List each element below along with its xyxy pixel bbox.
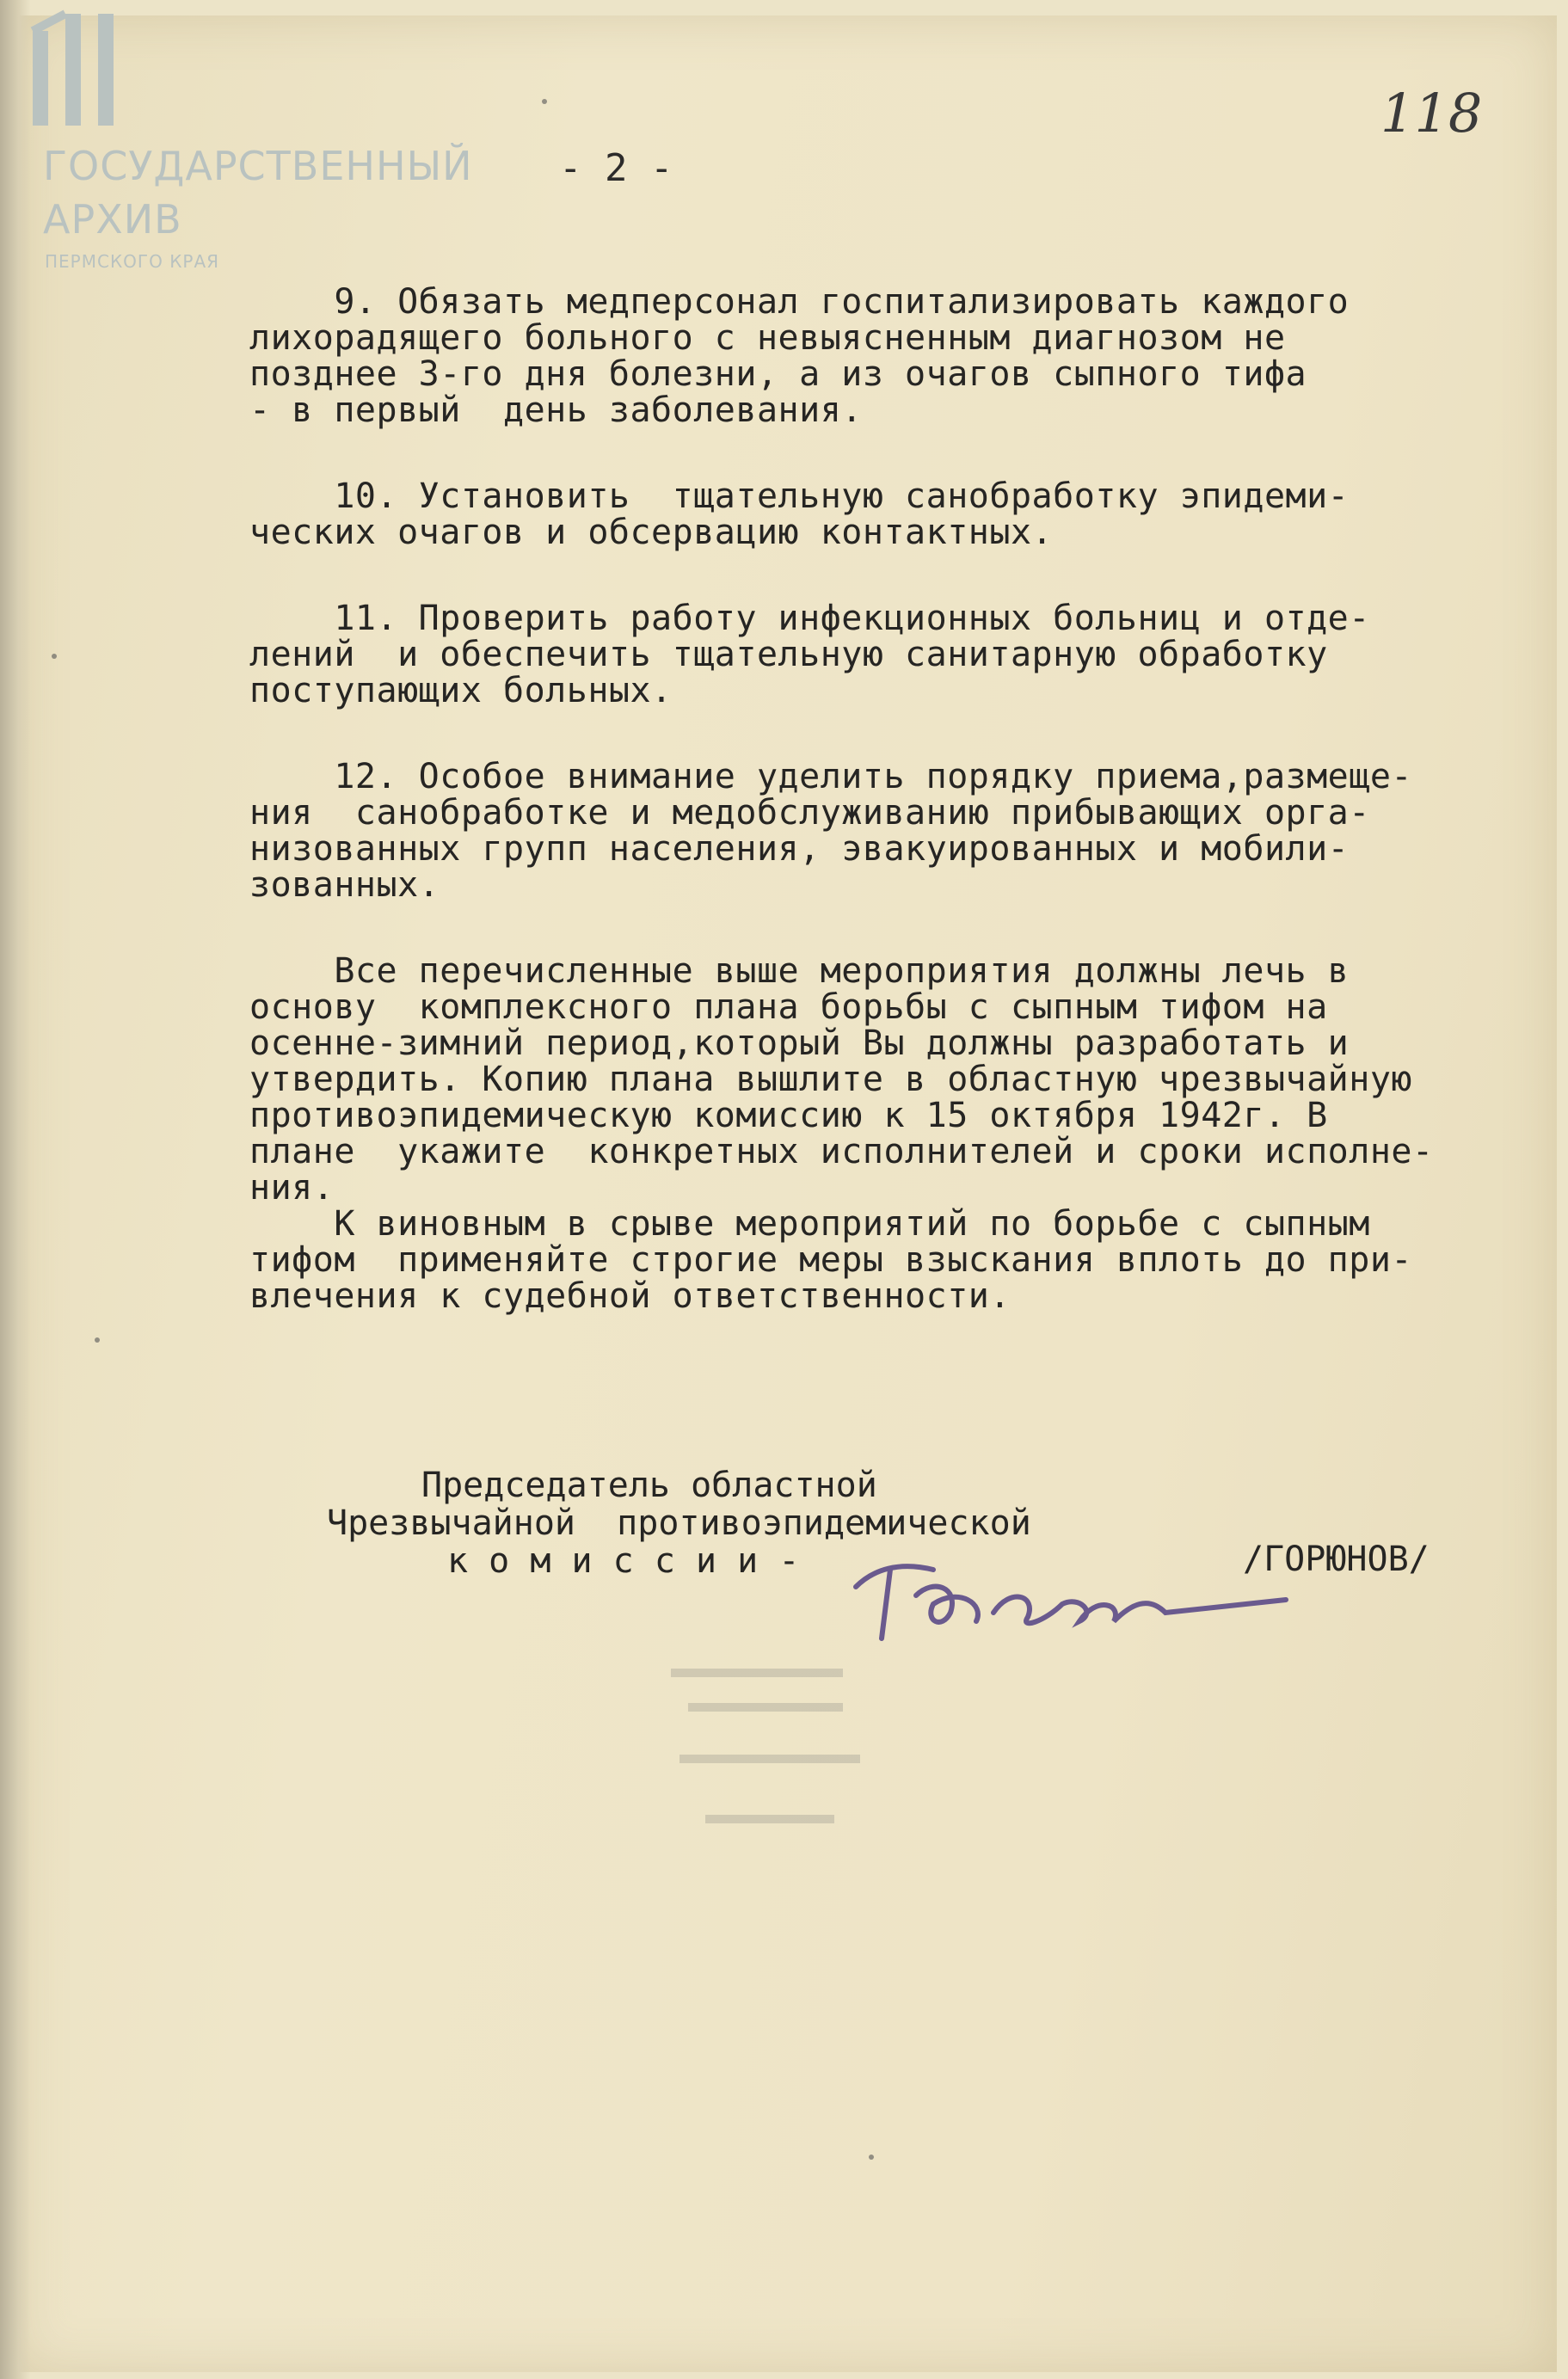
paragraph bbox=[249, 600, 1522, 709]
text-line: 10. Установить тщательную санобработку эпидеми- bbox=[249, 476, 1350, 516]
text-line: лихорадящего больного с невыясненным диагнозом не bbox=[249, 318, 1286, 358]
paragraph bbox=[249, 478, 1522, 550]
binding-edge bbox=[0, 0, 31, 2379]
text-line: осенне-зимний период,который Вы должны разработать и bbox=[249, 1024, 1350, 1063]
paper-speck bbox=[542, 99, 547, 104]
bleed-through-stamp bbox=[654, 1651, 912, 1875]
text-line: ния санобработке и медобслуживанию прибывающих орга- bbox=[249, 793, 1370, 833]
text-line: утвердить. Копию плана вышлите в областную чрезвычайную bbox=[249, 1060, 1413, 1099]
text-line: 12. Особое внимание уделить порядку приема,размеще- bbox=[249, 757, 1413, 796]
text-line: 9. Обязать медперсонал госпитализировать каждого bbox=[249, 282, 1350, 322]
watermark-line-2: АРХИВ bbox=[43, 196, 182, 243]
signer-title-line-3: к о м и с с и и - bbox=[447, 1541, 800, 1581]
text-line: - в первый день заболевания. bbox=[249, 390, 863, 430]
text-line: плане укажите конкретных исполнителей и сроки исполне- bbox=[249, 1132, 1434, 1171]
text-line: лений и обеспечить тщательную санитарную обработку bbox=[249, 635, 1328, 674]
paragraph bbox=[249, 953, 1522, 1314]
paper-speck bbox=[52, 654, 57, 659]
text-line: влечения к судебной ответственности. bbox=[249, 1276, 1011, 1316]
sheet-number-handwritten: 118 bbox=[1380, 82, 1483, 144]
watermark-line-1: ГОСУДАРСТВЕННЫЙ bbox=[43, 143, 473, 189]
paragraph bbox=[249, 284, 1522, 428]
paper-speck bbox=[95, 1337, 100, 1343]
text-line: ния. bbox=[249, 1168, 335, 1208]
signer-title-line-1: Председатель областной bbox=[421, 1466, 877, 1505]
text-line: основу комплексного плана борьбы с сыпным тифом на bbox=[249, 987, 1328, 1027]
watermark-line-3: ПЕРМСКОГО КРАЯ bbox=[45, 251, 220, 272]
paragraph bbox=[249, 759, 1522, 903]
text-line: Все перечисленные выше мероприятия должны лечь в bbox=[249, 951, 1350, 991]
text-line: поступающих больных. bbox=[249, 671, 673, 710]
paper-speck bbox=[869, 2155, 874, 2160]
text-line: противоэпидемическую комиссию к 15 октября 1942г. В bbox=[249, 1096, 1328, 1135]
text-line: ческих очагов и обсервацию контактных. bbox=[249, 513, 1054, 552]
signer-title-line-2: Чрезвычайной противоэпидемической bbox=[327, 1503, 1031, 1543]
signer-name: /ГОРЮНОВ/ bbox=[1243, 1540, 1430, 1579]
text-line: зованных. bbox=[249, 865, 440, 905]
text-line: тифом применяйте строгие меры взыскания вплоть до при- bbox=[249, 1240, 1413, 1280]
text-line: 11. Проверить работу инфекционных больниц и отде- bbox=[249, 599, 1370, 638]
text-line: позднее 3-го дня болезни, а из очагов сыпного тифа bbox=[249, 354, 1307, 394]
typed-body bbox=[249, 284, 1522, 1364]
text-line: низованных групп населения, эвакуированных и мобили- bbox=[249, 829, 1350, 869]
archive-logo-icon bbox=[24, 5, 136, 134]
text-line: К виновным в срыве мероприятий по борьбе с сыпным bbox=[249, 1204, 1370, 1244]
page-number: - 2 - bbox=[559, 146, 673, 190]
